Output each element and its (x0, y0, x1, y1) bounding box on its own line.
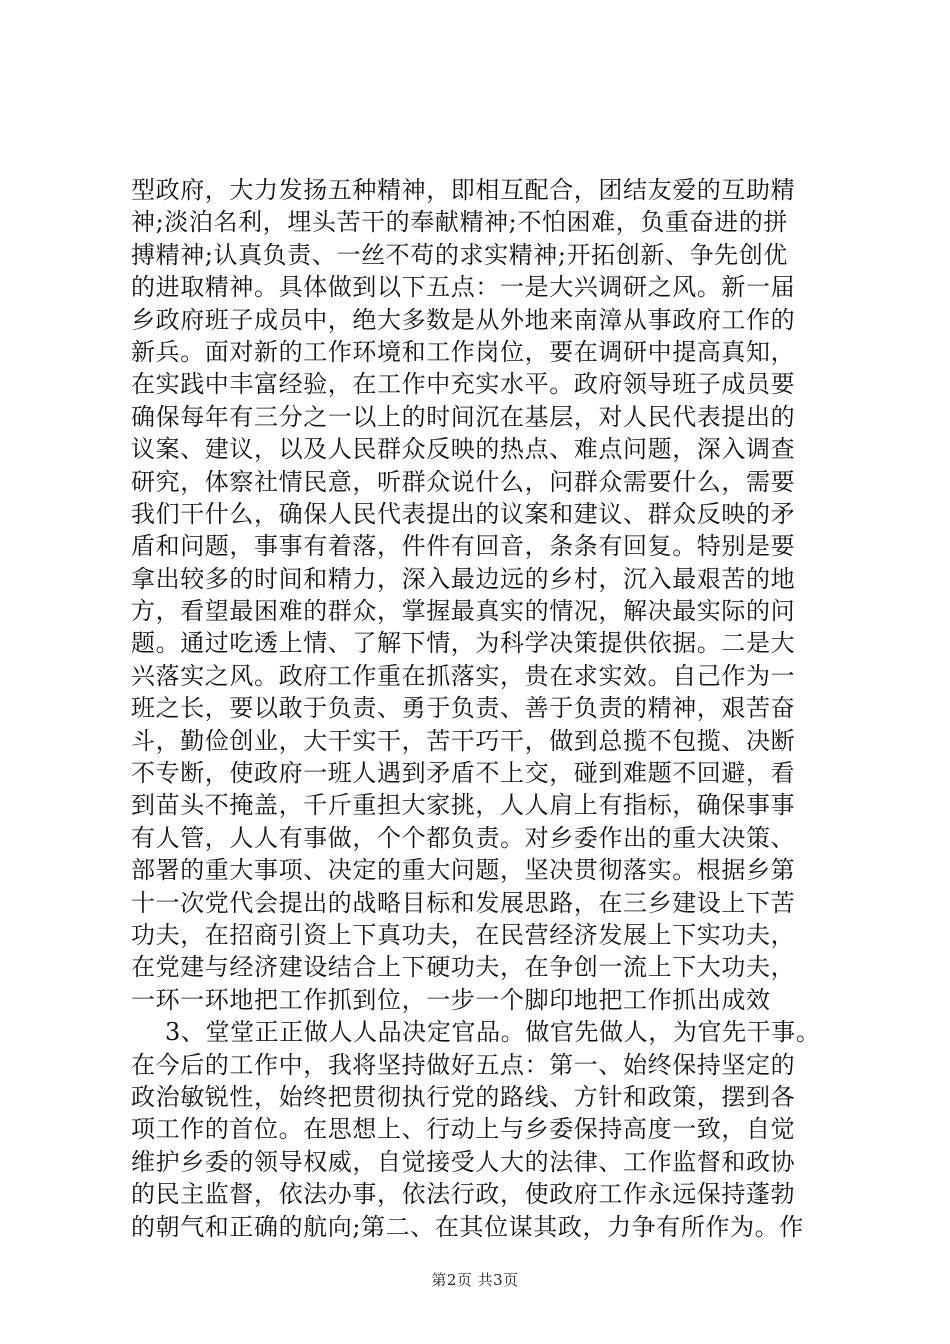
text-line: 十一次党代会提出的战略目标和发展思路，在三乡建设上下苦 (131, 888, 796, 917)
text-line: 议案、建议，以及人民群众反映的热点、难点问题，深入调查 (131, 435, 796, 464)
paragraph-start-line: 3、堂堂正正做人人品决定官品。做官先做人，为官先干事。 (165, 1018, 821, 1047)
text-line: 在党建与经济建设结合上下硬功夫，在争创一流上下大功夫， (131, 953, 796, 982)
text-line: 项工作的首位。在思想上、行动上与乡委保持高度一致，自觉 (131, 1115, 796, 1144)
text-line: 研究，体察社情民意，听群众说什么，问群众需要什么，需要 (131, 467, 796, 496)
text-line: 的朝气和正确的航向;第二、在其位谋其政，力争有所作为。作 (131, 1212, 804, 1241)
text-line: 搏精神;认真负责、一丝不苟的求实精神;开拓创新、争先创优 (131, 240, 788, 269)
text-line: 斗，勤俭创业，大干实干，苦干巧干，做到总揽不包揽、决断 (131, 726, 796, 755)
text-line: 维护乡委的领导权威，自觉接受人大的法律、工作监督和政协 (131, 1147, 796, 1176)
text-line: 一环一环地把工作抓到位，一步一个脚印地把工作抓出成效 (131, 985, 771, 1014)
text-line: 到苗头不掩盖，千斤重担大家挑，人人肩上有指标，确保事事 (131, 791, 796, 820)
text-line: 班之长，要以敢于负责、勇于负责、善于负责的精神，艰苦奋 (131, 694, 796, 723)
text-line: 新兵。面对新的工作环境和工作岗位，要在调研中提高真知， (131, 337, 796, 366)
text-line: 乡政府班子成员中，绝大多数是从外地来南漳从事政府工作的 (131, 305, 796, 334)
text-line: 方，看望最困难的群众，掌握最真实的情况，解决最实际的问 (131, 597, 796, 626)
text-line: 神;淡泊名利，埋头苦干的奉献精神;不怕困难，负重奋进的拼 (131, 208, 788, 237)
text-line: 功夫，在招商引资上下真功夫，在民营经济发展上下实功夫， (131, 920, 796, 949)
text-line: 确保每年有三分之一以上的时间沉在基层，对人民代表提出的 (131, 402, 796, 431)
text-line: 盾和问题，事事有着落，件件有回音，条条有回复。特别是要 (131, 532, 796, 561)
text-line: 不专断，使政府一班人遇到矛盾不上交，碰到难题不回避，看 (131, 759, 796, 788)
text-line: 的民主监督，依法办事，依法行政，使政府工作永远保持蓬勃 (131, 1180, 796, 1209)
text-line: 政治敏锐性，始终把贯彻执行党的路线、方针和政策，摆到各 (131, 1082, 796, 1111)
text-line: 的进取精神。具体做到以下五点：一是大兴调研之风。新一届 (131, 273, 796, 302)
page-number-footer: 第2页 共3页 (431, 1271, 519, 1289)
text-line: 在今后的工作中，我将坚持做好五点：第一、始终保持坚定的 (131, 1050, 796, 1079)
text-line: 有人管，人人有事做，个个都负责。对乡委作出的重大决策、 (131, 823, 796, 852)
text-line: 兴落实之风。政府工作重在抓落实，贵在求实效。自己作为一 (131, 661, 796, 690)
text-line: 题。通过吃透上情、了解下情，为科学决策提供依据。二是大 (131, 629, 796, 658)
text-line: 在实践中丰富经验，在工作中充实水平。政府领导班子成员要 (131, 370, 796, 399)
text-line: 部署的重大事项、决定的重大问题，坚决贯彻落实。根据乡第 (131, 856, 796, 885)
text-line: 我们干什么，确保人民代表提出的议案和建议、群众反映的矛 (131, 499, 796, 528)
text-line: 型政府，大力发扬五种精神，即相互配合，团结友爱的互助精 (131, 176, 796, 204)
document-body (131, 174, 831, 1243)
text-line: 拿出较多的时间和精力，深入最边远的乡村，沉入最艰苦的地 (131, 564, 796, 593)
